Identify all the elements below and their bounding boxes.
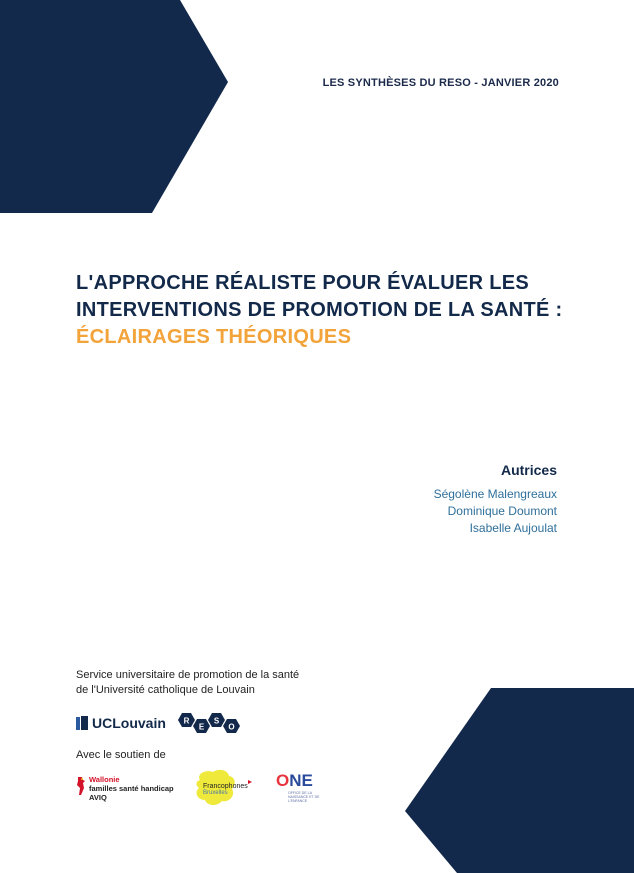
authors-block — [434, 462, 557, 537]
author-name: Isabelle Aujoulat — [469, 521, 557, 535]
author-name: Ségolène Malengreaux — [433, 487, 557, 501]
uclouvain-wordmark: UCLouvain — [92, 715, 166, 731]
author-name: Dominique Doumont — [447, 504, 557, 518]
francophones-bruxelles-logo — [192, 768, 256, 808]
sponsor-logos — [76, 768, 334, 808]
fb-line: Francophones — [203, 783, 248, 790]
series-label: LES SYNTHÈSES DU RESO - JANVIER 2020 — [322, 77, 559, 89]
reso-letter: R — [183, 716, 190, 726]
reso-letter: E — [198, 722, 205, 732]
authors-heading: Autrices — [500, 462, 557, 478]
aviq-line: Wallonie — [89, 774, 120, 784]
support-label: Avec le soutien de — [76, 749, 166, 761]
institution-logos — [76, 711, 240, 735]
title-accent: ÉCLAIRAGES THÉORIQUES — [76, 326, 352, 348]
reso-logo — [178, 711, 240, 735]
one-subtitle: OFFICE DE LA NAISSANCE ET DE L'ENFANCE — [288, 791, 320, 803]
one-ne: NE — [289, 771, 313, 790]
service-line: Service universitaire de promotion de la santé — [76, 669, 300, 681]
rooster-icon — [76, 776, 86, 796]
aviq-line: familles santé handicap — [89, 783, 174, 793]
title-main: L'APPROCHE RÉALISTE POUR ÉVALUER LES INTERVENTIONS DE PROMOTION DE LA SANTÉ : — [76, 272, 563, 321]
aviq-logo — [76, 775, 188, 802]
service-description — [76, 668, 299, 698]
service-line: de l'Université catholique de Louvain — [76, 684, 255, 696]
fb-line: Bruxelles — [203, 790, 228, 796]
one-wordmark — [276, 771, 313, 791]
one-o: O — [276, 771, 290, 790]
decorative-hexagon-top — [0, 0, 230, 215]
reso-letter: S — [213, 716, 220, 726]
reso-letter: O — [228, 722, 235, 732]
decorative-hexagon-bottom — [405, 688, 634, 873]
aviq-line: AVIQ — [89, 792, 107, 802]
uclouvain-logo — [76, 715, 166, 731]
document-title — [76, 270, 576, 351]
uclouvain-mark-icon — [76, 716, 88, 730]
one-logo — [274, 768, 334, 808]
